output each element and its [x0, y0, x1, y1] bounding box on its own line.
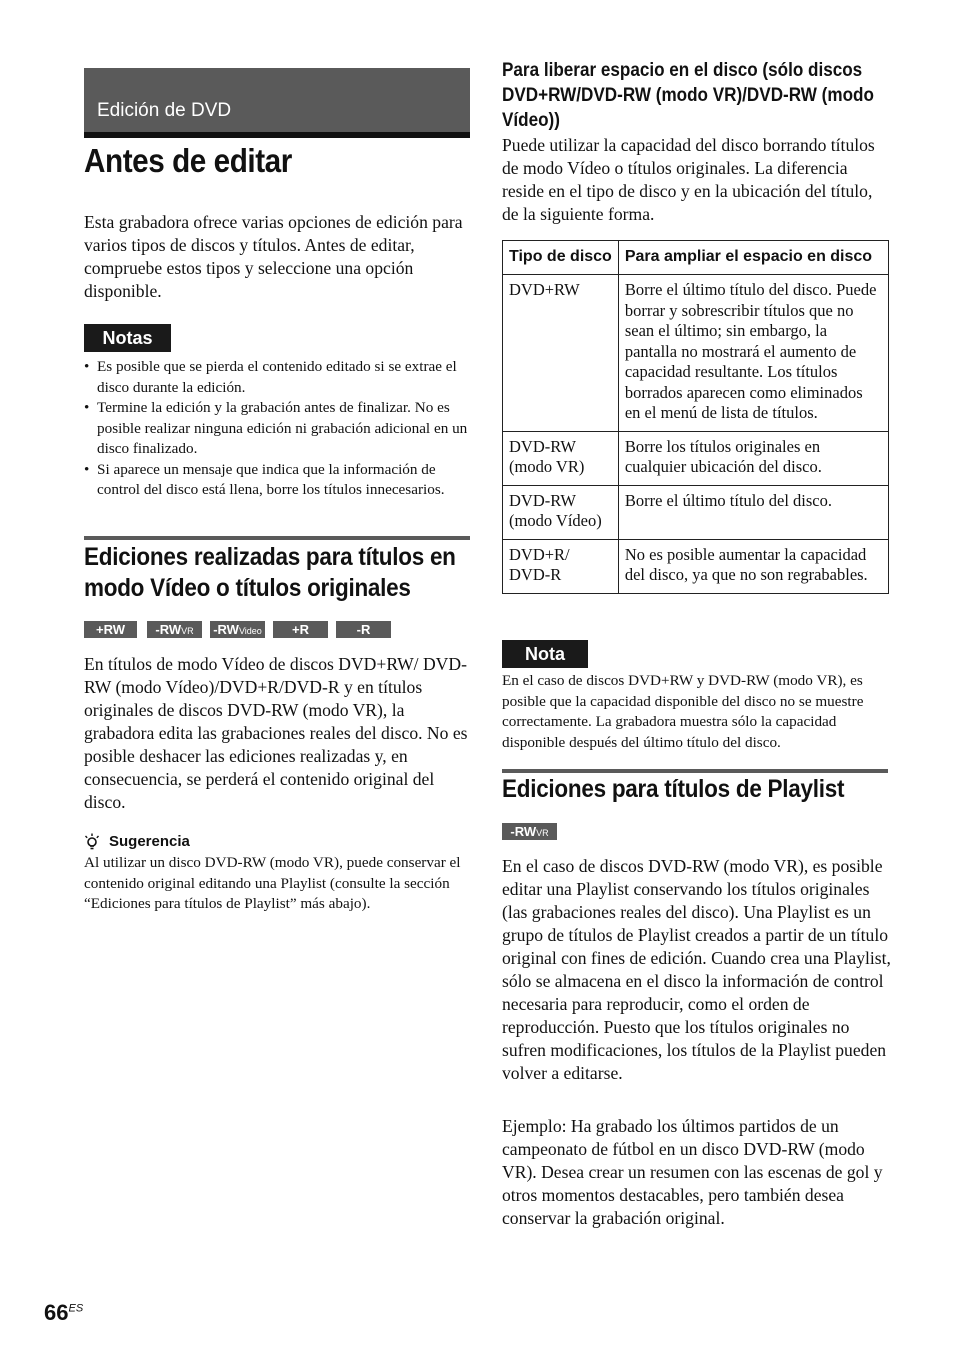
lightbulb-icon [84, 833, 100, 851]
section-heading-playlist: Ediciones para títulos de Playlist [502, 775, 845, 803]
table-cell: DVD+R/ DVD-R [503, 539, 619, 593]
free-space-paragraph: Puede utilizar la capacidad del disco borrando títulos de modo Vídeo o títulos originales. La diferencia reside en el tipo de disco y en la ubicación del título, de la siguiente forma. [502, 135, 875, 224]
playlist-paragraph: En el caso de discos DVD-RW (modo VR), es posible editar una Playlist conservando los títulos originales (las grabaciones reales del disco). Una Playlist es un grupo de títulos de Playlist creados a partir de un título original con fines de edición. Cuando crea una Playlist, sólo se almacena en el disco la información de control necesaria para reproducir, como el orden de reproducción. Puesto que los títulos originales no sufren modificaciones, los títulos de la Playlist pueden volver a editarse. [502, 856, 891, 1083]
table-cell: Borre el último título del disco. Puede borrar y sobrescribir títulos que no sean el último; sin embargo, la pantalla no mostrará el aumento de capacidad resultante. Los títulos borrados aparecen como eliminados en el menú de lista de títulos. [618, 275, 888, 432]
disc-badge: -RWVR [502, 823, 557, 840]
disc-badge: +RW [84, 621, 137, 638]
tip-title: Sugerencia [109, 833, 190, 850]
table-header-cell: Para ampliar el espacio en disco [618, 241, 888, 275]
free-space-heading: Para liberar espacio en el disco (sólo discos DVD+RW/DVD-RW (modo VR)/DVD-RW (modo Vídeo)) [502, 60, 874, 131]
table-cell: Borre el último título del disco. [618, 485, 888, 539]
table-cell: DVD-RW (modo Vídeo) [503, 485, 619, 539]
page-number: $66^{ES}$ [44, 1300, 84, 1325]
section-divider [84, 536, 470, 540]
table-cell: DVD+RW [503, 275, 619, 432]
section-title: Edición de DVD [97, 100, 232, 121]
disc-badge: -RWVideo [210, 621, 265, 638]
video-edits-paragraph: En títulos de modo Vídeo de discos DVD+RW/ DVD-RW (modo Vídeo)/DVD+R/DVD-R y en títulos originales de discos DVD-RW (modo VR), la grabadora edita las grabaciones reales del disco. No es posible deshacer las ediciones realizadas y, en consecuencia, se perderá el contenido original del disco. [84, 654, 468, 812]
table-header-row [503, 241, 889, 275]
list-item: • Si aparece un mensaje que indica que la información de control del disco está llena, borre los títulos innecesarios. [84, 460, 470, 501]
table-cell: No es posible aumentar la capacidad del disco, ya que no son regrabables. [618, 539, 888, 593]
table-row [503, 539, 889, 593]
disc-badge: +R [273, 621, 328, 638]
list-item: • Es posible que se pierda el contenido editado si se extrae el disco durante la edición. [84, 357, 470, 398]
page-title: Antes de editar [84, 142, 292, 179]
disc-badge: -RWVR [147, 621, 202, 638]
table-cell: DVD-RW (modo VR) [503, 431, 619, 485]
section-heading-video-edits: Ediciones realizadas para títulos en modo Vídeo o títulos originales [84, 543, 456, 602]
example-paragraph: Ejemplo: Ha grabado los últimos partidos de un campeonato de fútbol en un disco DVD-RW (modo VR). Desea crear un resumen con las escenas de gol y otros momentos destacables, pero también desea conservar la grabación original. [502, 1116, 883, 1228]
tip-body: Al utilizar un disco DVD-RW (modo VR), puede conservar el contenido original editando una Playlist (consulte la sección “Ediciones para títulos de Playlist” más abajo). [84, 854, 461, 912]
table-row [503, 431, 889, 485]
notes-list [84, 357, 470, 501]
table-header-cell: Tipo de disco [503, 241, 619, 275]
section-header-bar [84, 68, 470, 138]
disc-space-table [502, 240, 889, 594]
note-body: En el caso de discos DVD+RW y DVD-RW (modo VR), es posible que la capacidad disponible del disco no se muestre correctamente. La grabadora muestra sólo la capacidad disponible después del último título del disco. [502, 672, 864, 751]
section-divider [502, 769, 888, 773]
disc-badge: -R [336, 621, 391, 638]
intro-paragraph: Esta grabadora ofrece varias opciones de edición para varios tipos de discos y títulos. Antes de editar, compruebe estos tipos y seleccione una opción disponible. [84, 212, 463, 301]
tip-header [84, 832, 470, 852]
list-item: • Termine la edición y la grabación antes de finalizar. No es posible realizar ninguna edición ni grabación adicional en un disco finalizado. [84, 398, 470, 460]
note-label: Nota [502, 640, 588, 668]
notes-label: Notas [84, 324, 171, 352]
table-row [503, 275, 889, 432]
table-row [503, 485, 889, 539]
table-cell: Borre los títulos originales en cualquier ubicación del disco. [618, 431, 888, 485]
